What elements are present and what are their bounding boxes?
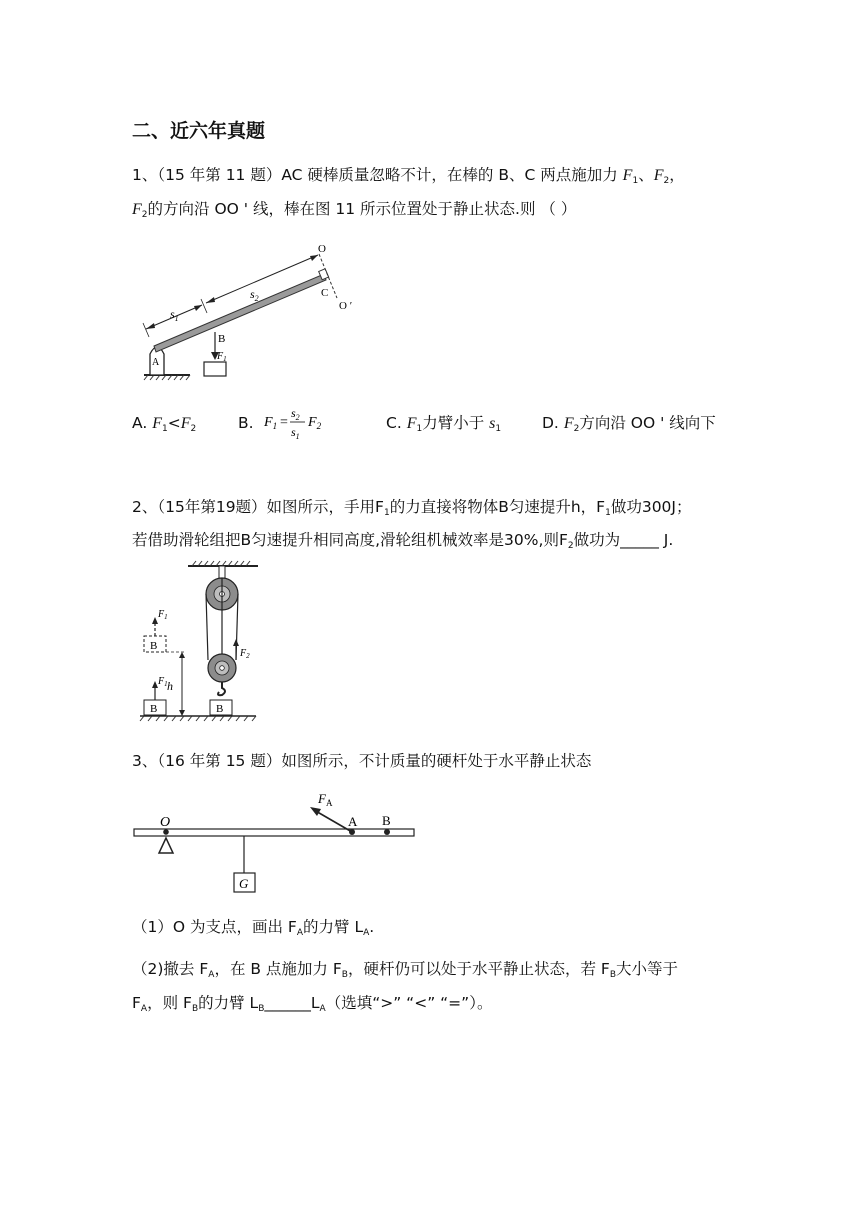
svg-text:s2: $s_2$ — [291, 406, 300, 422]
lever-figure-q3 — [130, 786, 420, 898]
q3-part2-line2: $F_A$，则 $F_B$的力臂 $L_B\_\_\_\_\_\_L_A$（选填“>” “<” “=”）。 — [132, 994, 493, 1014]
label-O-q3: O — [160, 815, 171, 830]
svg-text:s1: $s_1$ — [291, 425, 300, 441]
q3-line1: 3、（16 年第 15 题）如图所示，不计质量的硬杆处于水平静止状态 — [132, 752, 592, 770]
svg-text:=: = — [280, 415, 288, 430]
label-A: A — [152, 357, 160, 368]
pulley-figure — [136, 560, 262, 726]
label-O: O — [318, 243, 326, 255]
q2-line1: 2、（15年第19题）如图所示，手用$F_1$的力直接将物体B匀速提升h，$F_1$做功300J； — [132, 498, 692, 518]
label-h: h — [167, 679, 173, 693]
q3-part2-line1: （2)撤去 $F_A$，在 B 点施加力 $F_B$，硬杆仍可以处于水平静止状态，若 $F_B$大小等于 — [132, 960, 679, 980]
q1-option-b-formula — [262, 402, 332, 442]
q1-option-b-label: B. — [238, 414, 254, 432]
label-B: B — [218, 333, 226, 345]
q2-line2: 若借助滑轮组把B匀速提升相同高度,滑轮组机械效率是30%,则$F_2$做功为_____ J. — [132, 531, 674, 551]
svg-text:F2: $F_2$ — [308, 415, 322, 431]
q1-line1: 1、（15 年第 11 题）AC 硬棒质量忽略不计，在棒的 B、C 两点施加力 $F_1$、$F_2$， — [132, 166, 685, 186]
label-B-q3: B — [382, 813, 391, 828]
q1-option-d: D. $F_2$方向沿 OO ' 线向下 — [542, 414, 716, 434]
label-B-bottom: B — [150, 703, 158, 715]
label-FA: $F_A$ — [318, 791, 333, 808]
section-title: 二、近六年真题 — [132, 120, 266, 142]
label-B-dashed: B — [150, 640, 158, 652]
label-G: G — [239, 876, 249, 891]
q3-part1: （1）O 为支点，画出 $F_A$的力臂 $L_A$. — [132, 918, 375, 938]
label-F1-bottom: $F_1$ — [158, 676, 168, 688]
q1-option-c: C. $F_1$力臂小于 $s_1$ — [386, 414, 502, 434]
label-s2: $s_2$ — [250, 287, 259, 303]
label-A-q3: A — [348, 814, 358, 829]
label-F2: $F_2$ — [240, 648, 250, 660]
label-F1: $F_1$ — [217, 351, 227, 363]
label-C: C — [321, 287, 329, 299]
q1-option-a: A. $F_1<F_2$ — [132, 414, 197, 434]
label-B-pulley: B — [216, 703, 224, 715]
label-O-prime: O ′ — [339, 300, 353, 312]
q1-line2: $F_2$的方向沿 OO ' 线，棒在图 11 所示位置处于静止状态.则 （ ） — [132, 200, 577, 220]
svg-text:F1: $F_1$ — [264, 415, 278, 431]
label-F1-top: $F_1$ — [158, 609, 168, 621]
label-s1: $s_1$ — [170, 307, 179, 323]
lever-figure-11 — [132, 236, 372, 384]
